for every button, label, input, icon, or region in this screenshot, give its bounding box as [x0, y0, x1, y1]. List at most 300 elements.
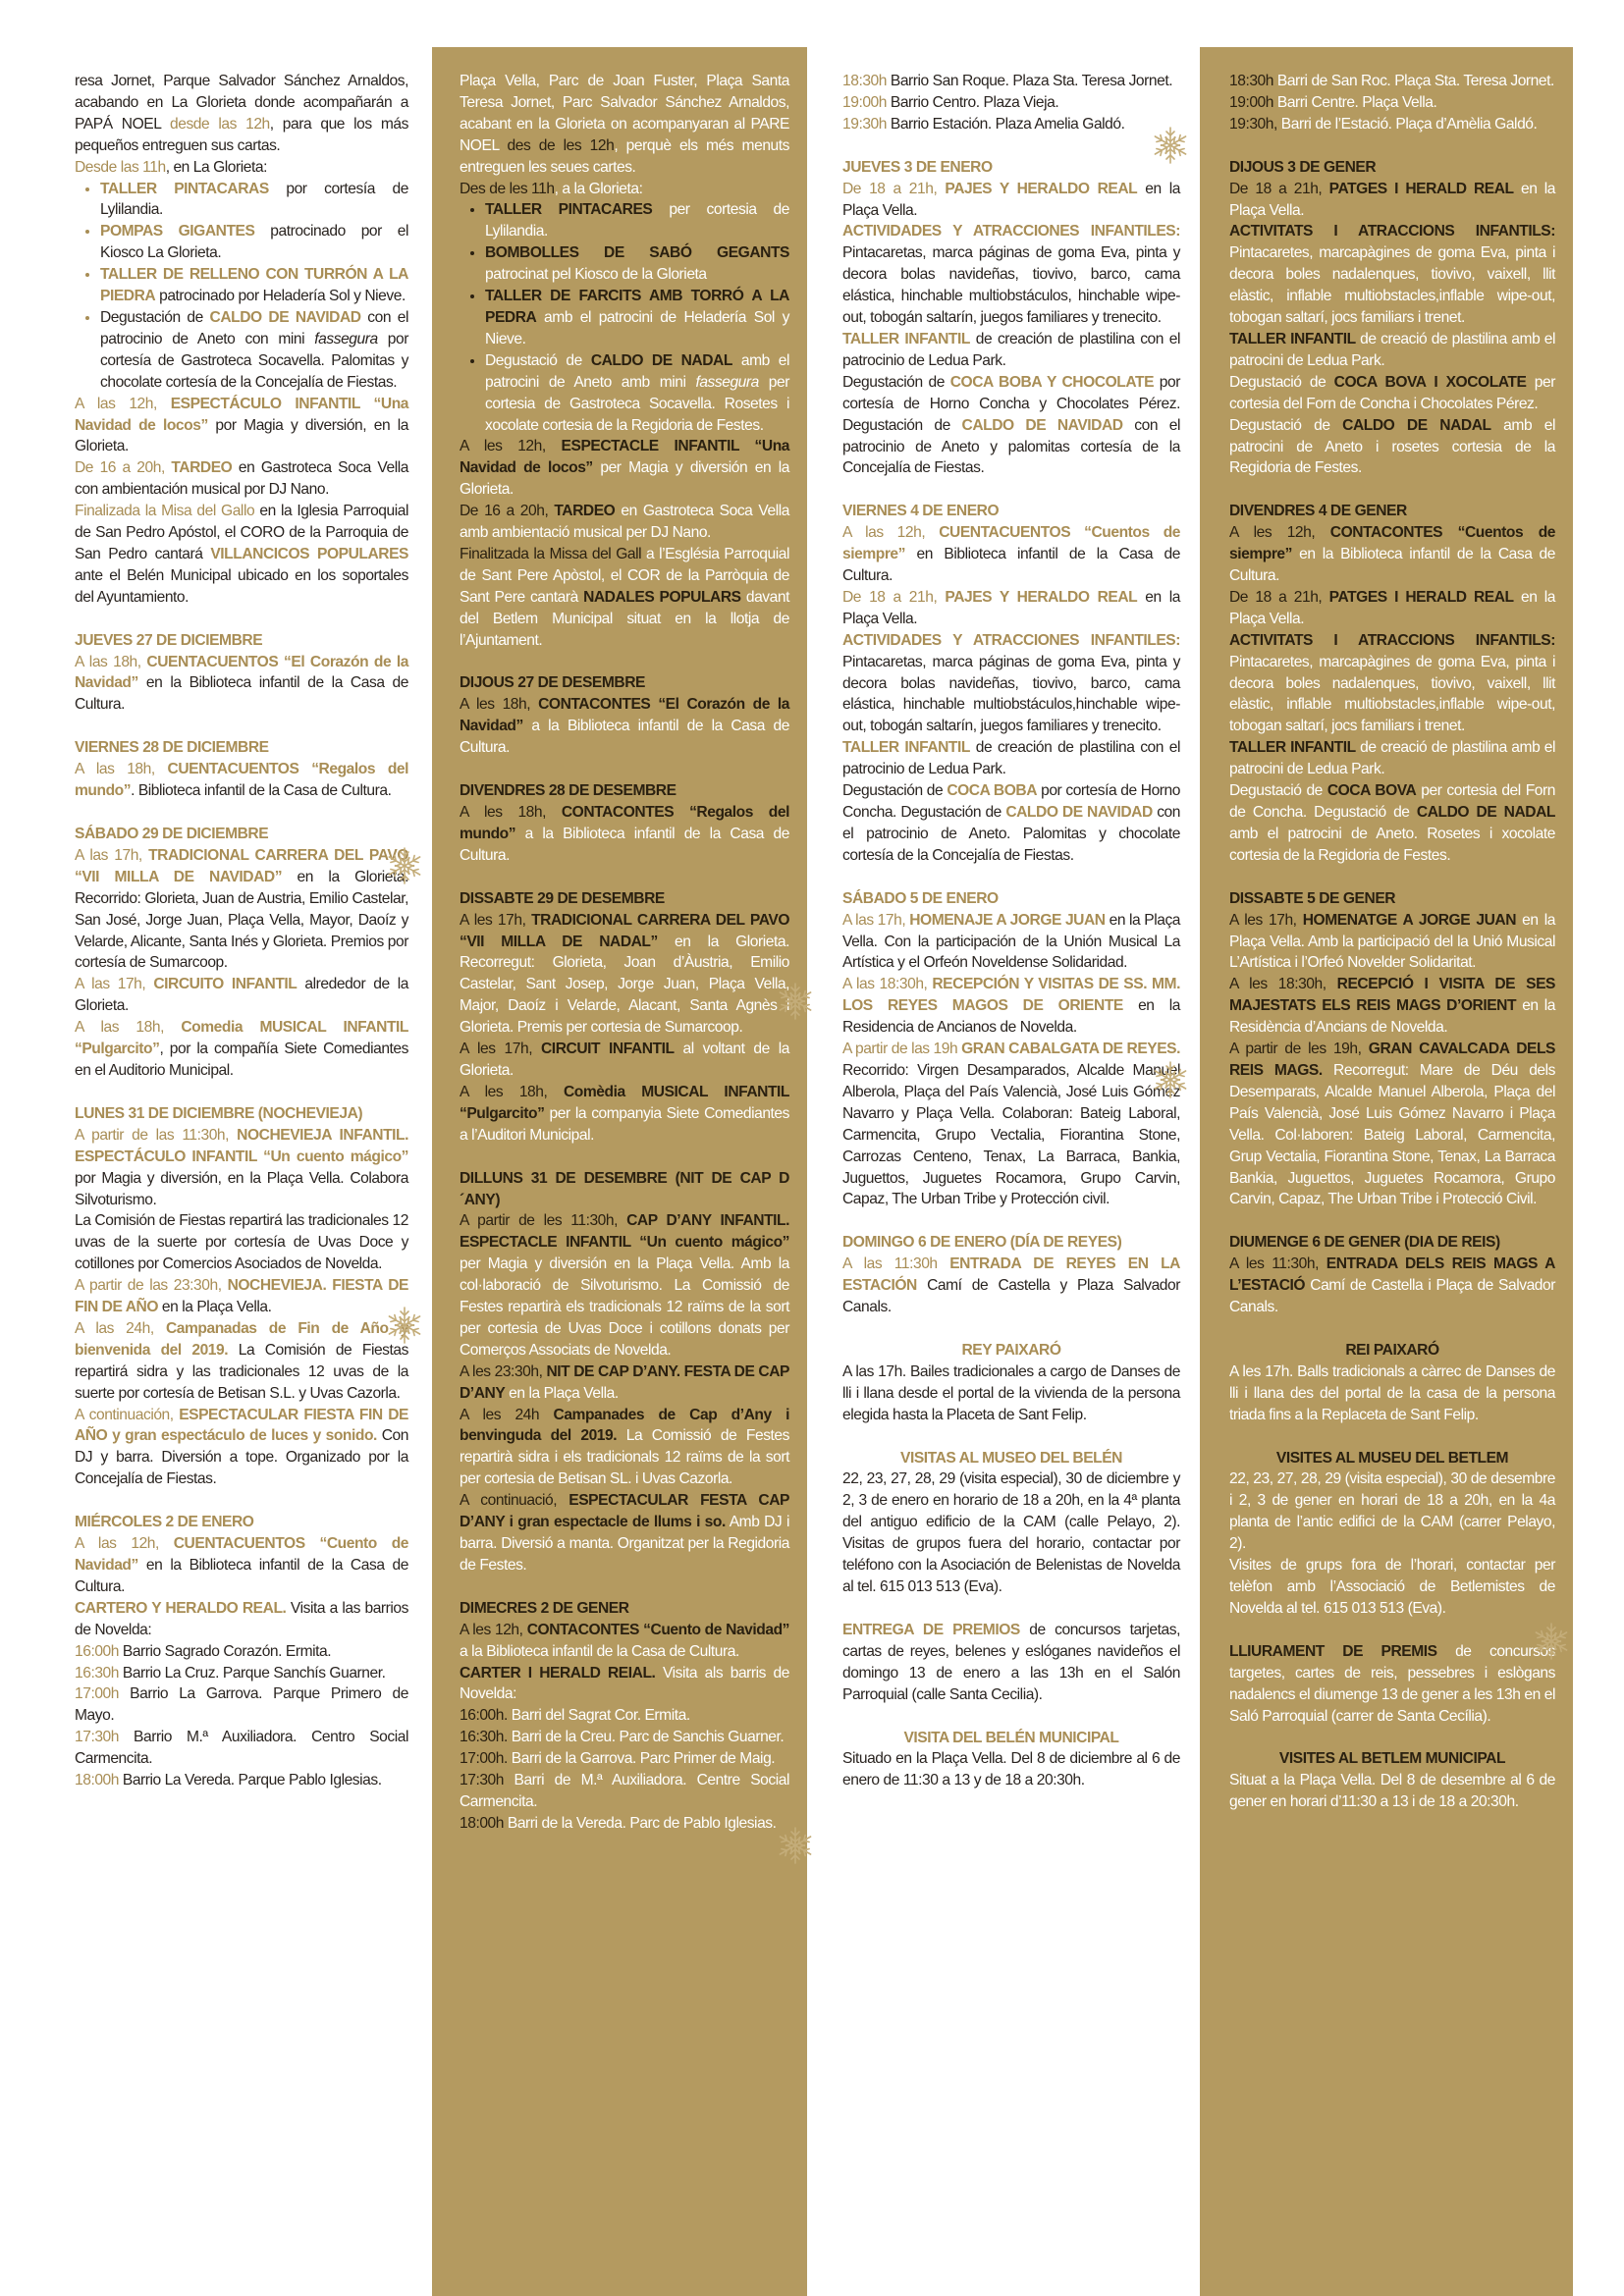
- text-span: 16:00h: [75, 1642, 119, 1660]
- text-span: DIMECRES 2 DE GENER: [460, 1599, 629, 1617]
- text-span: , por la compañía Siete Comediantes en el Auditorio Municipal.: [75, 1041, 408, 1079]
- text-span: con el patrocinio de Aneto y palomitas cortesía de la Concejalía de Fiestas.: [842, 416, 1180, 477]
- text-span: NADALES POPULARS: [583, 588, 741, 606]
- text-span: en la Residència d’Ancians de Novelda.: [1229, 997, 1556, 1037]
- text-span: Barrio San Roque. Plaza Sta. Teresa Jornet.: [887, 73, 1173, 89]
- text-span: De 16 a 20h,: [460, 503, 555, 520]
- event-paragraph: [1229, 71, 1555, 92]
- text-span: Camí de Castella i Plaça de Salvador Canals.: [1229, 1277, 1555, 1316]
- text-span: Plaça Vella, Parc de Joan Fuster, Plaça Santa Teresa Jornet, Parc Salvador Sánchez Arnaldos, acabant en la Glorieta on acompanyaran al PARE NOEL: [460, 73, 789, 154]
- text-span: DIVENDRES 28 DE DESEMBRE: [460, 782, 677, 800]
- text-span: Visita als barris de Novelda:: [460, 1664, 789, 1703]
- event-paragraph: [460, 1210, 789, 1361]
- text-span: A les 18h,: [460, 1083, 564, 1100]
- text-span: MIÉRCOLES 2 DE ENERO: [75, 1514, 254, 1531]
- text-span: con el patrocinio de Aneto con mini: [100, 308, 408, 347]
- text-span: Barri de l’Estació. Plaça d’Amèlia Galdó.: [1276, 115, 1538, 133]
- event-paragraph: [75, 1275, 408, 1318]
- text-span: por cortesía de Gastroteca Socavella. Palomitas y chocolate cortesía de la Concejalía de Fiestas.: [100, 330, 408, 391]
- text-span: 19:30h,: [1229, 115, 1277, 133]
- text-span: A les 17h,: [460, 1041, 541, 1058]
- event-paragraph: [75, 1770, 408, 1791]
- text-span: en la Glorieta. Recorregut: Glorieta, Joan d’Àustria, Emilio Castelar, Sant Josep, Jorge Juan, Plaça Vella, Major, Daoíz i Velarde, Alacant, Santa Agnès i Glorieta. Premis per cortesia de Sumarcoop.: [460, 933, 789, 1037]
- text-span: per cortesia del Forn de Concha i Chocolates Pérez.: [1229, 373, 1555, 412]
- event-paragraph: [842, 221, 1180, 329]
- text-span: de creación de plastilina con el patrocinio de Ledua Park.: [842, 330, 1181, 369]
- text-span: Barri del Sagrat Cor. Ermita.: [507, 1707, 690, 1725]
- text-span: de creació de plastilina amb el patrocini de Ledua Park.: [1229, 739, 1556, 778]
- text-span: Comedia MUSICAL INFANTIL “Pulgarcito”: [75, 1019, 409, 1058]
- spacer: [842, 1706, 1180, 1728]
- event-paragraph: [842, 1468, 1180, 1597]
- text-span: DIVENDRES 4 DE GENER: [1229, 503, 1407, 520]
- event-paragraph: [1229, 114, 1555, 135]
- text-span: A les 23:30h,: [460, 1362, 547, 1380]
- text-span: 16:00h.: [460, 1707, 508, 1725]
- text-span: CONTACONTES “Cuento de Navidad”: [526, 1621, 789, 1638]
- spacer: [1229, 479, 1555, 501]
- spacer: [75, 1082, 408, 1103]
- list-item: [100, 179, 408, 222]
- snowflake-icon: [776, 982, 815, 1021]
- event-paragraph: [75, 1017, 408, 1082]
- text-span: CALDO DE NADAL: [590, 351, 732, 369]
- event-paragraph: [842, 522, 1180, 587]
- text-span: POMPAS GIGANTES: [100, 223, 255, 240]
- text-span: en la Biblioteca infantil de la Casa de Cultura.: [75, 1557, 408, 1595]
- event-paragraph: [75, 845, 408, 974]
- text-span: Finalizada la Misa del Gallo: [75, 503, 255, 520]
- text-span: en la Biblioteca infantil de la Casa de Cultura.: [75, 674, 408, 714]
- text-span: A les 18h,: [460, 804, 562, 821]
- text-span: A las 17h,: [75, 846, 149, 864]
- text-span: en la Plaça Vella.: [1229, 180, 1556, 219]
- text-span: PATGES I HERALD REAL: [1328, 180, 1514, 197]
- spacer: [842, 1210, 1180, 1232]
- text-span: con el patrocinio de Aneto. Palomitas y chocolate cortesía de la Concejalía de Fiestas.: [842, 804, 1180, 864]
- text-span: A les 17h. Balls tradicionals a càrrec de Danses de lli i llana des del portal de la casa de la persona triada fins a la Replaceta de Sant Felip.: [1229, 1362, 1555, 1423]
- text-span: A les 11:30h,: [1229, 1255, 1326, 1273]
- day-heading: [460, 888, 789, 910]
- text-span: A les 18:30h,: [1229, 976, 1337, 993]
- text-span: 18:00h: [460, 1814, 504, 1832]
- spacer: [1229, 1210, 1555, 1232]
- text-span: CONTACONTES “Cuentos de siempre”: [1229, 524, 1555, 563]
- text-span: desde las 12h: [170, 115, 270, 133]
- event-paragraph: [1229, 1362, 1555, 1426]
- text-span: SÁBADO 5 DE ENERO: [842, 889, 999, 907]
- list-item: [485, 350, 789, 437]
- day-heading: [1229, 1232, 1555, 1254]
- event-paragraph: [842, 329, 1180, 372]
- text-span: La Comisión de Fiestas repartirá sidra y las tradicionales 12 uvas de la suerte por cortesía de Betisan S.L. y Uvas Cazorla.: [75, 1341, 408, 1402]
- event-paragraph: [1229, 780, 1555, 867]
- text-span: La Comisión de Fiestas repartirá las tradicionales 12 uvas de la suerte por cortesía de Uvas Doce y cotillones por Comercios Asociados de Novelda.: [75, 1212, 408, 1273]
- text-span: RECEPCIÓ I VISITA DE SES MAJESTATS ELS REIS MAGS D’ORIENT: [1229, 976, 1555, 1015]
- text-span: TALLER PINTACARES: [485, 201, 653, 219]
- text-span: DIJOUS 3 DE GENER: [1229, 158, 1377, 176]
- text-span: por cortesía de Lylilandia.: [100, 180, 408, 219]
- text-span: 18:30h: [1229, 73, 1273, 89]
- text-span: A las 18h,: [75, 761, 168, 778]
- text-span: PAJES Y HERALDO REAL: [945, 180, 1138, 197]
- text-span: 17:30h: [460, 1772, 504, 1789]
- text-span: por cortesía de Horno Concha. Degustación de: [842, 782, 1180, 821]
- text-span: De 16 a 20h,: [75, 459, 172, 477]
- day-heading: [1229, 888, 1555, 910]
- day-heading: [1229, 501, 1555, 522]
- spacer: [1229, 1727, 1555, 1748]
- event-paragraph: [842, 1620, 1180, 1706]
- event-paragraph: [460, 1082, 789, 1147]
- text-span: Pintacaretes, marcapàgines de goma Eva, pinta i decora boles nadalenques, tiovivo, vaixell, llit elàstic, inflable multiobstacles,inflable wipe-out, tobogan saltarí, jocs familiars i trenet.: [1229, 653, 1555, 735]
- text-span: TALLER INFANTIL: [1229, 330, 1356, 347]
- text-span: CAP D’ANY INFANTIL. ESPECTACLE INFANTIL “Un cuento mágico”: [460, 1212, 789, 1252]
- text-span: VILLANCICOS POPULARES: [210, 545, 408, 562]
- text-span: Barrio Sagrado Corazón. Ermita.: [119, 1642, 332, 1660]
- text-span: CIRCUITO INFANTIL: [153, 976, 298, 993]
- event-paragraph: [842, 179, 1180, 222]
- list-item: [485, 242, 789, 286]
- event-paragraph: [1229, 1039, 1555, 1210]
- text-span: DISSABTE 29 DE DESEMBRE: [460, 889, 665, 907]
- text-span: 19:00h: [842, 93, 887, 111]
- text-span: amb el patrocini de Aneto amb mini: [485, 351, 789, 391]
- text-span: A las 17h,: [842, 911, 910, 929]
- text-span: DIUMENGE 6 DE GENER (DIA DE REIS): [1229, 1234, 1500, 1252]
- text-span: ESPECTACLE INFANTIL “Una Navidad de locos”: [460, 438, 790, 477]
- text-span: PAJES Y HERALDO REAL: [945, 588, 1138, 606]
- text-span: CARTERO Y HERALDO REAL.: [75, 1599, 287, 1617]
- text-span: por cortesía de Horno Concha y Chocolates Pérez. Degustación de: [842, 373, 1180, 434]
- text-span: NOCHEVIEJA INFANTIL. ESPECTÁCULO INFANTIL “Un cuento mágico”: [75, 1126, 408, 1165]
- text-span: Barrio Centro. Plaza Vieja.: [887, 93, 1059, 111]
- event-paragraph: [842, 1362, 1180, 1426]
- text-span: A les 18h,: [460, 696, 539, 714]
- section-heading: [1229, 1448, 1555, 1469]
- event-paragraph: [842, 92, 1180, 114]
- text-span: Recorregut: Mare de Déu dels Desemparats, Alcalde Manuel Alberola, Plaça del País Valencià, José Luis Gómez Navarro i Plaça Vella. Col·laboren: Bateig Laboral, Carmencita, Grup Vectalia, Fiorantina Stone, Tenax, La Barraca Bankia, Juguettos, Juguetes Rocamora, Grupo Carvin, Capaz, The Urban Tribe i Protecció Civil.: [1229, 1061, 1556, 1208]
- text-span: ESPECTÁCULO INFANTIL “Una Navidad de locos”: [75, 395, 408, 434]
- event-paragraph: [1229, 1468, 1555, 1555]
- event-paragraph: [75, 157, 408, 179]
- spacer: [1229, 135, 1555, 157]
- text-span: A partir de les 19h,: [1229, 1041, 1369, 1058]
- text-span: TRADICIONAL CARRERA DEL PAVO “VII MILLA DE NADAL”: [460, 911, 790, 950]
- text-span: TRADICIONAL CARRERA DEL PAVO “VII MILLA DE NAVIDAD”: [75, 846, 409, 885]
- text-span: en la Biblioteca infantil de la Casa de Cultura.: [1229, 546, 1555, 585]
- text-span: Camí de Castella y Plaza Salvador Canals.: [842, 1277, 1180, 1316]
- spacer: [75, 609, 408, 630]
- text-span: Barri Centre. Plaça Vella.: [1273, 93, 1437, 111]
- text-span: en la Plaça Vella. Con la participación de la Unión Musical La Artística y el Orfeón Noveldense Solidaridad.: [842, 911, 1181, 972]
- text-span: Degustació de: [1229, 416, 1343, 434]
- text-span: DISSABTE 5 DE GENER: [1229, 889, 1396, 907]
- text-span: en la Plaça Vella.: [505, 1384, 619, 1402]
- section-heading: [842, 1728, 1180, 1749]
- text-span: Pintacaretes, marcapàgines de goma Eva, pinta i decora boles nadalenques, tiovivo, vaixell, llit elàstic, inflable multiobstacles,inflable wipe-out, tobogan saltarí, jocs familiars i trenet.: [1229, 244, 1555, 327]
- text-span: amb el patrocini de Aneto. Rosetes i xocolate cortesia de la Regidoria de Festes.: [1229, 825, 1555, 864]
- text-span: ACTIVITATS I ATRACCIONS INFANTILS:: [1229, 223, 1555, 240]
- text-span: 19:00h: [1229, 93, 1273, 111]
- text-span: en la Iglesia Parroquial de San Pedro Apóstol, el CORO de la Parroquia de San Pedro cantará: [75, 503, 408, 562]
- text-span: A las 12h,: [75, 1535, 174, 1553]
- text-span: a la Biblioteca infantil de la Casa de Cultura.: [460, 825, 789, 864]
- text-span: fassegura: [695, 373, 759, 391]
- text-span: . Biblioteca infantil de la Casa de Cultura.: [131, 782, 392, 800]
- text-span: 16:30h.: [460, 1729, 508, 1746]
- event-paragraph: [460, 1770, 789, 1813]
- spacer: [1229, 867, 1555, 888]
- day-heading: [460, 672, 789, 694]
- day-heading: [460, 1598, 789, 1620]
- text-span: Campanadas de Fin de Año y bienvenida del 2019.: [75, 1319, 408, 1359]
- text-span: de creació de plastilina amb el patrocini de Ledua Park.: [1229, 330, 1556, 369]
- snowflake-icon: [1151, 126, 1190, 165]
- text-span: , perquè els més menuts entreguen les seues cartes.: [460, 136, 789, 176]
- text-span: 17:00h.: [460, 1750, 508, 1768]
- text-span: DILLUNS 31 DE DESEMBRE (NIT DE CAP D´ANY): [460, 1169, 789, 1208]
- column-2-valencian: [432, 47, 807, 2296]
- text-span: en la Plaça Vella.: [842, 588, 1180, 627]
- event-paragraph: [75, 1683, 408, 1727]
- event-paragraph: [1229, 221, 1555, 329]
- text-span: A las 18:30h,: [842, 976, 933, 993]
- day-heading: [1229, 157, 1555, 179]
- text-span: GRAN CAVALCADA DELS REIS MAGS.: [1229, 1041, 1555, 1079]
- text-span: A las 18h,: [75, 1019, 182, 1037]
- text-span: 18:30h: [842, 73, 887, 89]
- text-span: Degustación de: [842, 373, 950, 391]
- list-item: [100, 307, 408, 394]
- text-span: de concursos tarjetas, cartas de reyes, belenes y eslóganes navideños el domingo 13 de enero a las 13h en el Salón Parroquial (calle Santa Cecilia).: [842, 1621, 1180, 1703]
- text-span: a la Biblioteca infantil de la Casa de Cultura.: [460, 718, 789, 757]
- text-span: PATGES I HERALD REAL: [1328, 588, 1514, 606]
- text-span: REY PAIXARÓ: [961, 1341, 1061, 1359]
- event-paragraph: [75, 1210, 408, 1275]
- event-paragraph: [460, 501, 789, 544]
- text-span: ACTIVIDADES Y ATRACCIONES INFANTILES:: [842, 223, 1180, 240]
- text-span: ESPECTACULAR FIESTA FIN DE AÑO y gran espectáculo de luces y sonido.: [75, 1406, 408, 1445]
- text-span: patrocinado por Heladería Sol y Nieve.: [155, 288, 406, 305]
- text-span: CONTACONTES “El Corazón de la Navidad”: [460, 696, 789, 735]
- text-span: Comèdia MUSICAL INFANTIL “Pulgarcito”: [460, 1083, 789, 1122]
- text-span: , para que los más pequeños entreguen sus cartas.: [75, 115, 408, 154]
- text-span: A las 12h,: [75, 395, 171, 412]
- text-span: Barri de San Roc. Plaça Sta. Teresa Jornet.: [1273, 73, 1554, 89]
- text-span: en la Plaça Vella.: [842, 180, 1180, 219]
- text-span: 18:00h: [75, 1772, 119, 1789]
- snowflake-icon: [385, 1306, 424, 1345]
- text-span: por Magia y diversión, en la Plaça Vella. Colabora Silvoturismo.: [75, 1169, 408, 1208]
- text-span: CALDO DE NADAL: [1416, 804, 1555, 821]
- text-span: TALLER INFANTIL: [842, 330, 970, 347]
- snowflake-icon: [385, 846, 424, 885]
- list-item: [100, 221, 408, 264]
- event-paragraph: [1229, 974, 1555, 1039]
- text-span: CARTER I HERALD REIAL.: [460, 1664, 656, 1682]
- column-1-spanish: [75, 71, 408, 1791]
- event-paragraph: [460, 436, 789, 501]
- text-span: Barrio La Garrova. Parque Primero de Mayo.: [75, 1685, 408, 1725]
- text-span: resa Jornet, Parque Salvador Sánchez Arnaldos, acabando en La Glorieta donde acompañarán a PAPÁ NOEL: [75, 73, 408, 133]
- text-span: ACTIVITATS I ATRACCIONS INFANTILS:: [1229, 631, 1555, 649]
- event-paragraph: [460, 179, 789, 200]
- text-span: A las 12h,: [842, 524, 940, 542]
- text-span: LUNES 31 DE DICIEMBRE (NOCHEVIEJA): [75, 1104, 363, 1122]
- text-span: per cortesia de Gastroteca Socavella. Rosetes i xocolate cortesia de la Regidoria de Festes.: [485, 373, 789, 434]
- event-paragraph: [842, 1748, 1180, 1791]
- text-span: COCA BOVA I XOCOLATE: [1333, 373, 1527, 391]
- spacer: [842, 867, 1180, 888]
- event-paragraph: [460, 71, 789, 179]
- text-span: Finalitzada la Missa del Gall: [460, 545, 642, 562]
- text-span: en Gastroteca Soca Vella amb ambientació musical per DJ Nano.: [460, 503, 789, 542]
- text-span: Con DJ y barra. Diversión a tope. Organizado por la Concejalía de Fiestas.: [75, 1427, 408, 1488]
- text-span: TALLER DE RELLENO CON TURRÓN A LA PIEDRA: [100, 266, 408, 305]
- text-span: amb el patrocini de Heladería Sol y Nieve.: [485, 308, 789, 347]
- text-span: Amb DJ i barra. Diversió a manta. Organitzat per la Regidoria de Festes.: [460, 1514, 789, 1574]
- snowflake-icon: [776, 1826, 815, 1865]
- event-paragraph: [460, 544, 789, 652]
- text-span: a l’Església Parroquial de Sant Pere Apòstol, el COR de la Parròquia de Sant Pere cantarà: [460, 545, 789, 606]
- text-span: Barri de la Creu. Parc de Sanchis Guarner.: [507, 1729, 785, 1746]
- event-paragraph: [75, 759, 408, 802]
- text-span: NIT DE CAP D’ANY. FESTA DE CAP D’ANY: [460, 1362, 789, 1402]
- event-paragraph: [460, 694, 789, 759]
- text-span: en la Residencia de Ancianos de Novelda.: [842, 997, 1180, 1037]
- text-span: A partir de las 19h: [842, 1041, 962, 1058]
- day-heading: [75, 737, 408, 759]
- event-paragraph: [75, 71, 408, 157]
- event-paragraph: [1229, 1770, 1555, 1813]
- section-heading: [842, 1448, 1180, 1469]
- text-span: TARDEO: [554, 503, 616, 520]
- event-paragraph: [842, 71, 1180, 92]
- snowflake-icon: [1151, 1060, 1190, 1099]
- text-span: TALLER PINTACARAS: [100, 180, 269, 197]
- day-heading: [75, 824, 408, 845]
- text-span: de creación de plastilina con el patrocinio de Ledua Park.: [842, 739, 1181, 778]
- day-heading: [75, 630, 408, 652]
- text-span: ESPECTACULAR FESTA CAP D’ANY i gran espectacle de llums i so.: [460, 1492, 789, 1531]
- text-span: 17:00h: [75, 1685, 119, 1703]
- spacer: [842, 1598, 1180, 1620]
- text-span: amb el patrocini de Aneto i rosetes cortesia de la Regidoria de Festes.: [1229, 416, 1555, 477]
- event-paragraph: [842, 737, 1180, 780]
- event-paragraph: [842, 1039, 1180, 1210]
- day-heading: [460, 780, 789, 802]
- event-paragraph: [842, 587, 1180, 630]
- list-item: [485, 286, 789, 350]
- text-span: Degustació de: [485, 351, 591, 369]
- text-span: , a la Glorieta:: [554, 180, 643, 197]
- text-span: Degustación de: [842, 782, 947, 800]
- event-paragraph: [1229, 587, 1555, 630]
- text-span: Campanades de Cap d’Any i benvinguda del 2019.: [460, 1406, 789, 1445]
- snowflake-icon: [1532, 1622, 1571, 1661]
- event-paragraph: [460, 1813, 789, 1835]
- event-paragraph: [75, 974, 408, 1017]
- text-span: ACTIVIDADES Y ATRACCIONES INFANTILES:: [842, 631, 1180, 649]
- spacer: [460, 1147, 789, 1168]
- text-span: Desde las 11h: [75, 158, 166, 176]
- text-span: fassegura: [314, 330, 378, 347]
- event-paragraph: [1229, 522, 1555, 587]
- text-span: CONTACONTES “Regalos del mundo”: [460, 804, 789, 842]
- text-span: RECEPCIÓN Y VISITAS DE SS. MM. LOS REYES MAGOS DE ORIENTE: [842, 976, 1180, 1015]
- event-paragraph: [460, 1705, 789, 1727]
- text-span: 19:30h: [842, 115, 887, 133]
- text-span: Pintacaretas, marca páginas de goma Eva, pinta y decora bolas navideñas, tiovivo, barco, cama elástica, hinchable multiobstáculos, hinchable wipe-out, tobogán saltarín, juegos familiares y trenecito.: [842, 244, 1180, 327]
- event-paragraph: [1229, 415, 1555, 480]
- event-paragraph: [1229, 372, 1555, 415]
- event-paragraph: [75, 394, 408, 458]
- text-span: ante el Belén Municipal ubicado en los soportales del Ayuntamiento.: [75, 566, 408, 606]
- spacer: [75, 1490, 408, 1512]
- event-paragraph: [842, 372, 1180, 480]
- text-span: Situado en la Plaça Vella. Del 8 de diciembre al 6 de enero de 11:30 a 13 y de 18 a 20:30h.: [842, 1750, 1180, 1789]
- text-span: DIJOUS 27 DE DESEMBRE: [460, 674, 645, 692]
- spacer: [460, 651, 789, 672]
- text-span: A les 24h: [460, 1406, 554, 1423]
- text-span: Degustació de: [1229, 782, 1327, 800]
- text-span: CALDO DE NAVIDAD: [209, 308, 361, 326]
- text-span: COCA BOVA: [1326, 782, 1417, 800]
- day-heading: [842, 157, 1180, 179]
- event-paragraph: [460, 1490, 789, 1576]
- event-paragraph: [1229, 1555, 1555, 1620]
- text-span: davant del Betlem Municipal situat en la llotja de l’Ajuntament.: [460, 588, 789, 649]
- text-span: CALDO DE NADAL: [1342, 416, 1491, 434]
- event-paragraph: [1229, 1254, 1555, 1318]
- spacer: [842, 1426, 1180, 1448]
- event-paragraph: [460, 802, 789, 867]
- event-paragraph: [460, 1663, 789, 1706]
- event-paragraph: [842, 780, 1180, 867]
- text-span: VISITES AL MUSEU DEL BETLEM: [1275, 1449, 1509, 1467]
- event-paragraph: [1229, 1641, 1555, 1728]
- text-span: patrocinat pel Kiosco de la Glorieta: [485, 266, 707, 284]
- day-heading: [75, 1512, 408, 1533]
- text-span: CUENTACUENTOS “Regalos del mundo”: [75, 761, 408, 800]
- day-heading: [842, 888, 1180, 910]
- spacer: [842, 479, 1180, 501]
- bullet-list: [75, 179, 408, 394]
- event-paragraph: [1229, 737, 1555, 780]
- text-span: VISITA DEL BELÉN MUNICIPAL: [903, 1729, 1119, 1746]
- event-paragraph: [460, 1748, 789, 1770]
- event-paragraph: [1229, 329, 1555, 372]
- day-heading: [842, 501, 1180, 522]
- text-span: Situat a la Plaça Vella. Del 8 de desembre al 6 de gener en horari d’11:30 a 13 i de 18 a 20:30h.: [1229, 1772, 1555, 1811]
- text-span: La Comissió de Festes repartirà sidra i els tradicionals 12 raïms de la sort per cortesia de Betisan SL. i Uvas Cazorla.: [460, 1427, 789, 1488]
- text-span: CALDO DE NAVIDAD: [961, 416, 1123, 434]
- text-span: VIERNES 4 DE ENERO: [842, 503, 1000, 520]
- text-span: A partir de las 11:30h,: [75, 1126, 238, 1144]
- section-heading: [1229, 1748, 1555, 1770]
- text-span: A les 17h,: [1229, 911, 1303, 929]
- column-4-valencian: [1200, 47, 1573, 2296]
- text-span: , en La Glorieta:: [165, 158, 267, 176]
- text-span: per Magia y diversión en la Glorieta.: [460, 459, 789, 499]
- event-paragraph: [1229, 92, 1555, 114]
- text-span: JUEVES 27 DE DICIEMBRE: [75, 631, 263, 649]
- event-paragraph: [460, 910, 789, 1039]
- event-paragraph: [75, 1405, 408, 1491]
- text-span: JUEVES 3 DE ENERO: [842, 158, 993, 176]
- text-span: CUENTACUENTOS “Cuentos de siempre”: [842, 524, 1181, 563]
